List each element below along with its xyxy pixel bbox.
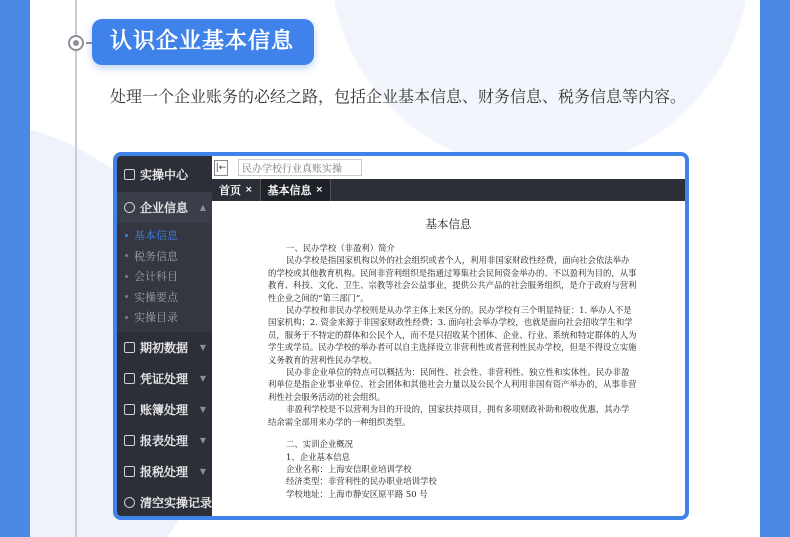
bullet-icon — [125, 254, 128, 257]
sidebar-section-vouchers[interactable] — [117, 363, 212, 394]
sidebar-section-label: 凭证处理 — [140, 371, 189, 386]
doc-field: 学校地址：上海市静安区原平路 50 号 — [286, 488, 428, 499]
doc-paragraph: 民办学校是指国家机构以外的社会组织或者个人，利用非国家财政性经费，面向社会依法举办的学校或其他教育机构。民间非营利组织是指通过筹集社会民间资金举办的、不以盈利为目的，从事教育、科技、文化、卫生、宗教等社会公益事业，提供公共产品的社会服务组织，是介于政府与营利性企业之间的“第三部门”。 — [268, 255, 637, 303]
line-chart-icon — [124, 435, 135, 446]
doc-paragraph: 非盈利学校是不以营利为目的开设的，国家扶持项目，拥有多项财政补助和税收优惠，其办学结余需全部用来办学的一种组织类型。 — [268, 404, 630, 427]
sidebar-section-label: 报税处理 — [140, 464, 189, 479]
sidebar-submenu — [117, 223, 212, 332]
section-intro: 处理一个企业账务的必经之路，包括企业基本信息、财务信息、税务信息等内容。 — [110, 87, 687, 106]
spacer — [268, 428, 637, 438]
tab-home[interactable] — [212, 179, 260, 201]
content-card — [30, 0, 760, 537]
doc-subheading: 1、企业基本信息 — [286, 451, 350, 462]
document-body — [212, 242, 685, 500]
tab-label: 首页 — [219, 184, 241, 197]
top-search-input[interactable] — [238, 159, 362, 176]
chevron-down-icon: ▼ — [199, 373, 206, 383]
sidebar-item-label: 会计科目 — [134, 270, 178, 284]
sidebar-item-basic-info[interactable] — [117, 225, 212, 246]
doc-paragraph: 民办学校和非民办学校则是从办学主体上来区分的。民办学校有三个明显特征：1. 举办人不是国家机构；2. 资金来源于非国家财政性经费；3. 面向社会举办学校，也就是面向社会招收学生和学员，服务于不特定的群体和公民个人，而不是只招收某个团体、企业、行业、系统和特定群体的人为学生或学员。民办学校的举办者可以自主选择设立非营利性或者营利性民办学校，但是不得设立实施义务教育的营利性民办学校。 — [268, 305, 637, 365]
voucher-icon — [124, 373, 135, 384]
sidebar-header-label: 实操中心 — [140, 167, 189, 182]
sidebar-section-reports[interactable] — [117, 425, 212, 456]
sidebar-section-label: 清空实操记录 — [140, 495, 213, 510]
sidebar-header[interactable] — [117, 156, 212, 192]
sidebar-section-opening-data[interactable] — [117, 332, 212, 363]
bullet-icon — [125, 295, 128, 298]
clear-icon — [124, 497, 135, 508]
close-icon[interactable]: × — [245, 185, 253, 195]
close-icon[interactable]: × — [315, 185, 324, 195]
sidebar-item-label: 税务信息 — [134, 249, 178, 263]
collapse-icon[interactable]: |← — [214, 160, 228, 176]
sidebar-item-accounts[interactable] — [117, 266, 212, 287]
doc-field: 经济类型：非营利性的民办职业培训学校 — [286, 476, 437, 487]
doc-field: 企业名称：上海安信职业培训学校 — [286, 463, 412, 474]
timeline-dot-icon — [68, 35, 84, 51]
app-topbar — [212, 156, 685, 179]
sidebar-section-ledgers[interactable] — [117, 394, 212, 425]
chevron-down-icon: ▼ — [199, 342, 206, 352]
sidebar-item-label: 实操要点 — [134, 290, 178, 304]
tab-label: 基本信息 — [267, 184, 312, 197]
bar-chart-icon — [124, 342, 135, 353]
sidebar-section-label: 期初数据 — [140, 340, 189, 355]
sidebar-item-catalog[interactable] — [117, 307, 212, 328]
document-viewer[interactable] — [212, 201, 685, 516]
timeline-line — [75, 0, 77, 537]
document-title: 基本信息 — [425, 217, 472, 231]
doc-heading: 二、实训企业概况 — [286, 439, 353, 450]
tab-basic-info[interactable] — [260, 179, 332, 201]
chevron-down-icon: ▼ — [199, 404, 206, 414]
section-title: 认识企业基本信息 — [92, 19, 314, 65]
doc-heading: 一、民办学校（非盈利）简介 — [286, 243, 395, 253]
tax-icon — [124, 466, 135, 477]
bullet-icon — [125, 316, 128, 319]
tab-bar — [212, 179, 685, 201]
sidebar-item-key-points[interactable] — [117, 287, 212, 308]
sidebar-section-tax-filing[interactable] — [117, 456, 212, 487]
chevron-down-icon: ▼ — [199, 466, 206, 476]
doc-paragraph: 民办非企业单位的特点可以概括为：民间性、社会性、非营利性、独立性和实体性。民办非盈利单位是指企业事业单位、社会团体和其他社会力量以及公民个人利用非国有资产举办的，从事非营利性社会服务活动的社会组织。 — [268, 367, 637, 402]
app-screenshot-frame — [113, 152, 689, 520]
sidebar-section-enterprise-info[interactable] — [117, 192, 212, 223]
chevron-down-icon: ▼ — [199, 435, 206, 445]
practice-center-icon — [124, 169, 135, 180]
sidebar-section-label: 企业信息 — [140, 201, 189, 215]
building-icon — [124, 202, 135, 213]
sidebar-section-label: 报表处理 — [140, 433, 189, 448]
sidebar-section-label: 账簿处理 — [140, 402, 189, 417]
ledger-icon — [124, 404, 135, 415]
bullet-icon — [125, 234, 128, 237]
sidebar — [117, 156, 212, 516]
sidebar-item-tax-info[interactable] — [117, 246, 212, 267]
sidebar-item-label: 实操目录 — [134, 311, 178, 325]
bullet-icon — [125, 275, 128, 278]
sidebar-item-label: 基本信息 — [134, 229, 178, 243]
sidebar-clear-records[interactable] — [117, 487, 212, 518]
chevron-up-icon: ▲ — [199, 203, 206, 212]
